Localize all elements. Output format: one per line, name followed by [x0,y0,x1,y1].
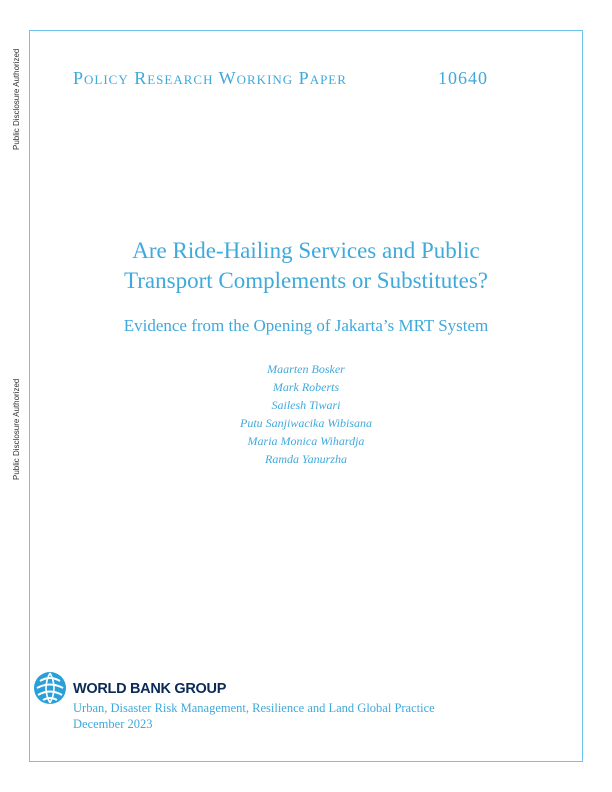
world-bank-group-wordmark: WORLD BANK GROUP [73,681,227,697]
author-name: Sailesh Tiwari [271,398,341,412]
paper-subtitle: Evidence from the Opening of Jakarta’s MRT System [123,316,489,335]
global-practice: Urban, Disaster Risk Management, Resilience and Land Global Practice [73,701,435,715]
world-bank-globe-icon [33,671,67,705]
paper-number: 10640 [438,68,488,88]
publication-date: December 2023 [73,717,153,731]
author-name: Ramda Yanurzha [265,452,347,466]
public-disclosure-label: Public Disclosure Authorized [12,48,21,150]
author-name: Putu Sanjiwacika Wibisana [240,416,372,430]
author-name: Mark Roberts [272,380,340,394]
public-disclosure-label: Public Disclosure Authorized [12,378,21,480]
series-title: Policy Research Working Paper [73,68,347,88]
author-list [29,360,583,468]
title-line: Are Ride-Hailing Services and Public [132,238,480,263]
paper-title [29,236,583,296]
author-name: Maarten Bosker [267,362,345,376]
title-line: Transport Complements or Substitutes? [124,268,488,293]
author-name: Maria Monica Wihardja [247,434,365,448]
